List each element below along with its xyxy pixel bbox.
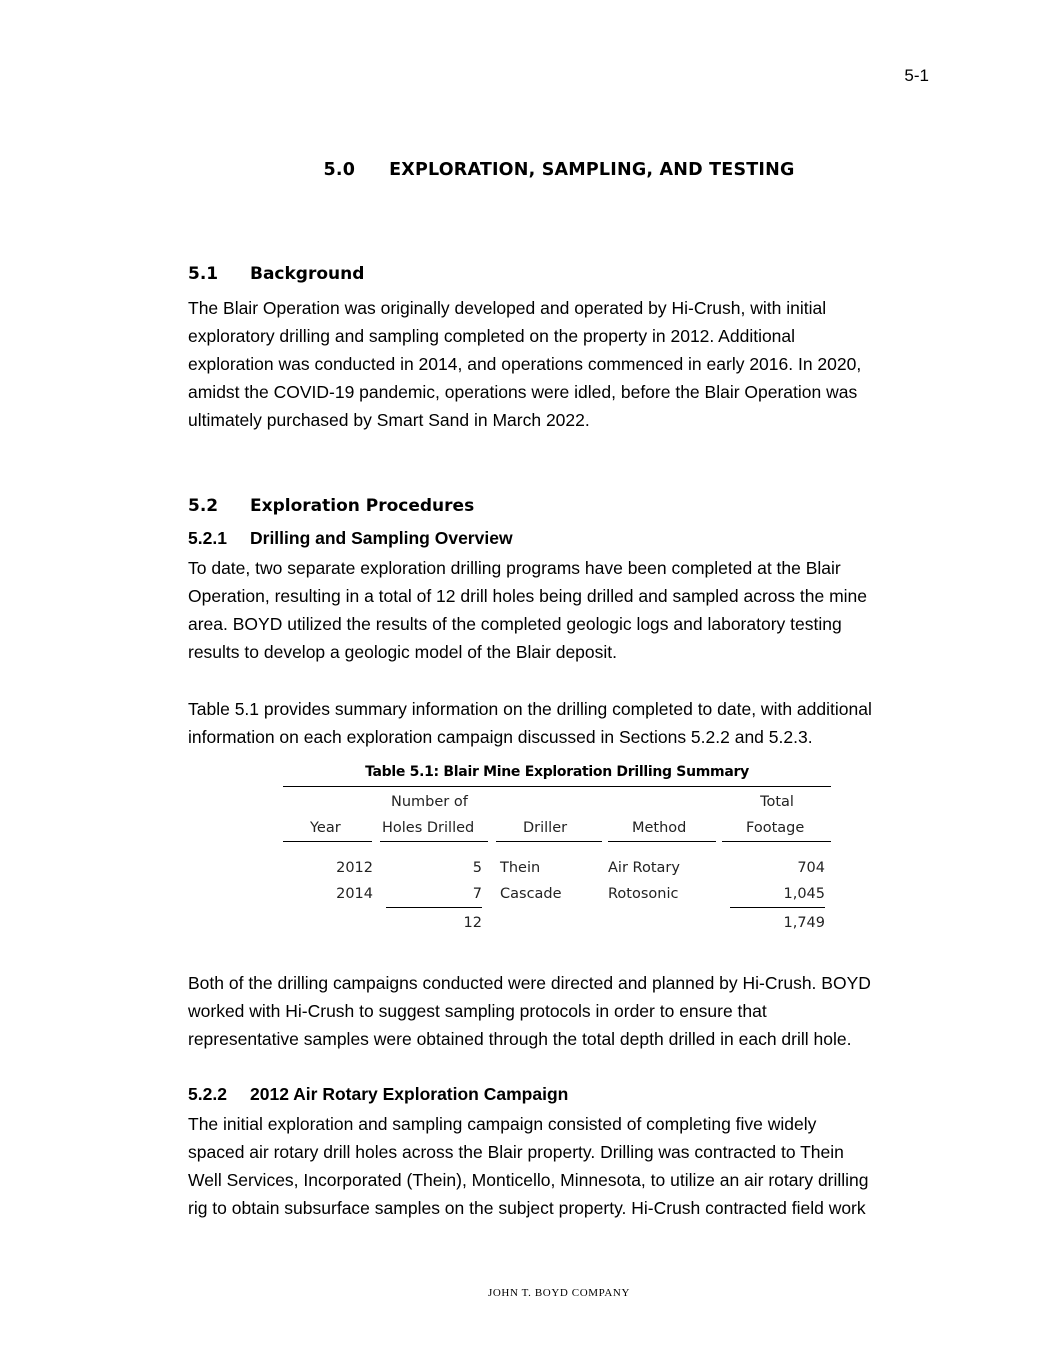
text-line: amidst the COVID-19 pandemic, operations were idled, before the Blair Operation was bbox=[188, 382, 858, 402]
cell-method: Air Rotary bbox=[608, 860, 680, 876]
total-footage: 1,749 bbox=[783, 915, 825, 931]
page-number: 5-1 bbox=[904, 66, 929, 85]
text-line: representative samples were obtained through the total depth drilled in each drill hole. bbox=[188, 1029, 852, 1049]
text-line: ultimately purchased by Smart Sand in March 2022. bbox=[188, 410, 590, 430]
subsection-number: 5.2.2 bbox=[188, 1084, 227, 1104]
cell-driller: Thein bbox=[500, 860, 541, 876]
header-holes-line1: Number of bbox=[391, 794, 468, 810]
cell-year: 2012 bbox=[336, 860, 373, 876]
total-rule-footage bbox=[730, 907, 825, 908]
section-number: 5.1 bbox=[188, 264, 219, 284]
text-line: exploration was conducted in 2014, and operations commenced in early 2016. In 2020, bbox=[188, 354, 862, 374]
text-line: To date, two separate exploration drilling programs have been completed at the Blair bbox=[188, 558, 841, 578]
air-rotary-paragraph bbox=[188, 1110, 933, 1222]
chapter-title: EXPLORATION, SAMPLING, AND TESTING bbox=[389, 160, 795, 180]
text-line: Well Services, Incorporated (Thein), Monticello, Minnesota, to utilize an air rotary drilling bbox=[188, 1170, 869, 1190]
text-line: results to develop a geologic model of the Blair deposit. bbox=[188, 642, 618, 662]
subsection-number: 5.2.1 bbox=[188, 528, 227, 548]
overview-paragraph bbox=[188, 554, 933, 666]
section-title: Exploration Procedures bbox=[250, 496, 475, 516]
header-footage-line2: Footage bbox=[746, 820, 805, 836]
text-line: Both of the drilling campaigns conducted were directed and planned by Hi-Crush. BOYD bbox=[188, 973, 871, 993]
section-number: 5.2 bbox=[188, 496, 219, 516]
chapter-number: 5.0 bbox=[323, 160, 356, 180]
cell-footage: 704 bbox=[797, 860, 825, 876]
header-holes-line2: Holes Drilled bbox=[382, 820, 475, 836]
cell-driller: Cascade bbox=[500, 886, 562, 902]
campaigns-paragraph bbox=[188, 969, 933, 1053]
text-line: Operation, resulting in a total of 12 drill holes being drilled and sampled across the mine bbox=[188, 586, 867, 606]
table-caption: Table 5.1: Blair Mine Exploration Drilling Summary bbox=[365, 764, 749, 780]
cell-holes: 5 bbox=[472, 860, 482, 876]
header-rule-holes bbox=[380, 841, 488, 842]
subsection-heading-5-2-2 bbox=[188, 1084, 568, 1105]
page-footer: JOHN T. BOYD COMPANY bbox=[488, 1287, 630, 1299]
header-year: Year bbox=[310, 820, 341, 836]
table-intro-paragraph bbox=[188, 695, 933, 751]
background-paragraph bbox=[188, 294, 933, 434]
header-driller: Driller bbox=[523, 820, 568, 836]
text-line: Table 5.1 provides summary information on the drilling completed to date, with additional bbox=[188, 699, 872, 719]
section-heading-5-2 bbox=[188, 496, 474, 516]
subsection-heading-5-2-1 bbox=[188, 528, 513, 549]
subsection-title: 2012 Air Rotary Exploration Campaign bbox=[250, 1084, 569, 1104]
text-line: information on each exploration campaign discussed in Sections 5.2.2 and 5.2.3. bbox=[188, 727, 813, 747]
table-caption-rule bbox=[283, 786, 831, 787]
section-title: Background bbox=[250, 264, 365, 284]
header-method: Method bbox=[632, 820, 687, 836]
header-footage-line1: Total bbox=[760, 794, 794, 810]
cell-holes: 7 bbox=[472, 886, 482, 902]
text-line: rig to obtain subsurface samples on the subject property. Hi-Crush contracted field work bbox=[188, 1198, 866, 1218]
header-rule-year bbox=[283, 841, 372, 842]
text-line: spaced air rotary drill holes across the Blair property. Drilling was contracted to Thein bbox=[188, 1142, 844, 1162]
total-rule-holes bbox=[386, 907, 482, 908]
chapter-heading bbox=[0, 160, 1055, 180]
text-line: The initial exploration and sampling campaign consisted of completing five widely bbox=[188, 1114, 817, 1134]
cell-method: Rotosonic bbox=[608, 886, 679, 902]
text-line: exploratory drilling and sampling completed on the property in 2012. Additional bbox=[188, 326, 796, 346]
text-line: area. BOYD utilized the results of the completed geologic logs and laboratory testing bbox=[188, 614, 842, 634]
text-line: The Blair Operation was originally developed and operated by Hi-Crush, with initial bbox=[188, 298, 827, 318]
total-holes: 12 bbox=[463, 915, 482, 931]
subsection-title: Drilling and Sampling Overview bbox=[250, 528, 513, 548]
cell-year: 2014 bbox=[336, 886, 373, 902]
header-rule-driller bbox=[496, 841, 602, 842]
header-rule-footage bbox=[722, 841, 831, 842]
section-heading-5-1 bbox=[188, 264, 364, 284]
text-line: worked with Hi-Crush to suggest sampling protocols in order to ensure that bbox=[188, 1001, 767, 1021]
header-rule-method bbox=[608, 841, 716, 842]
cell-footage: 1,045 bbox=[783, 886, 825, 902]
